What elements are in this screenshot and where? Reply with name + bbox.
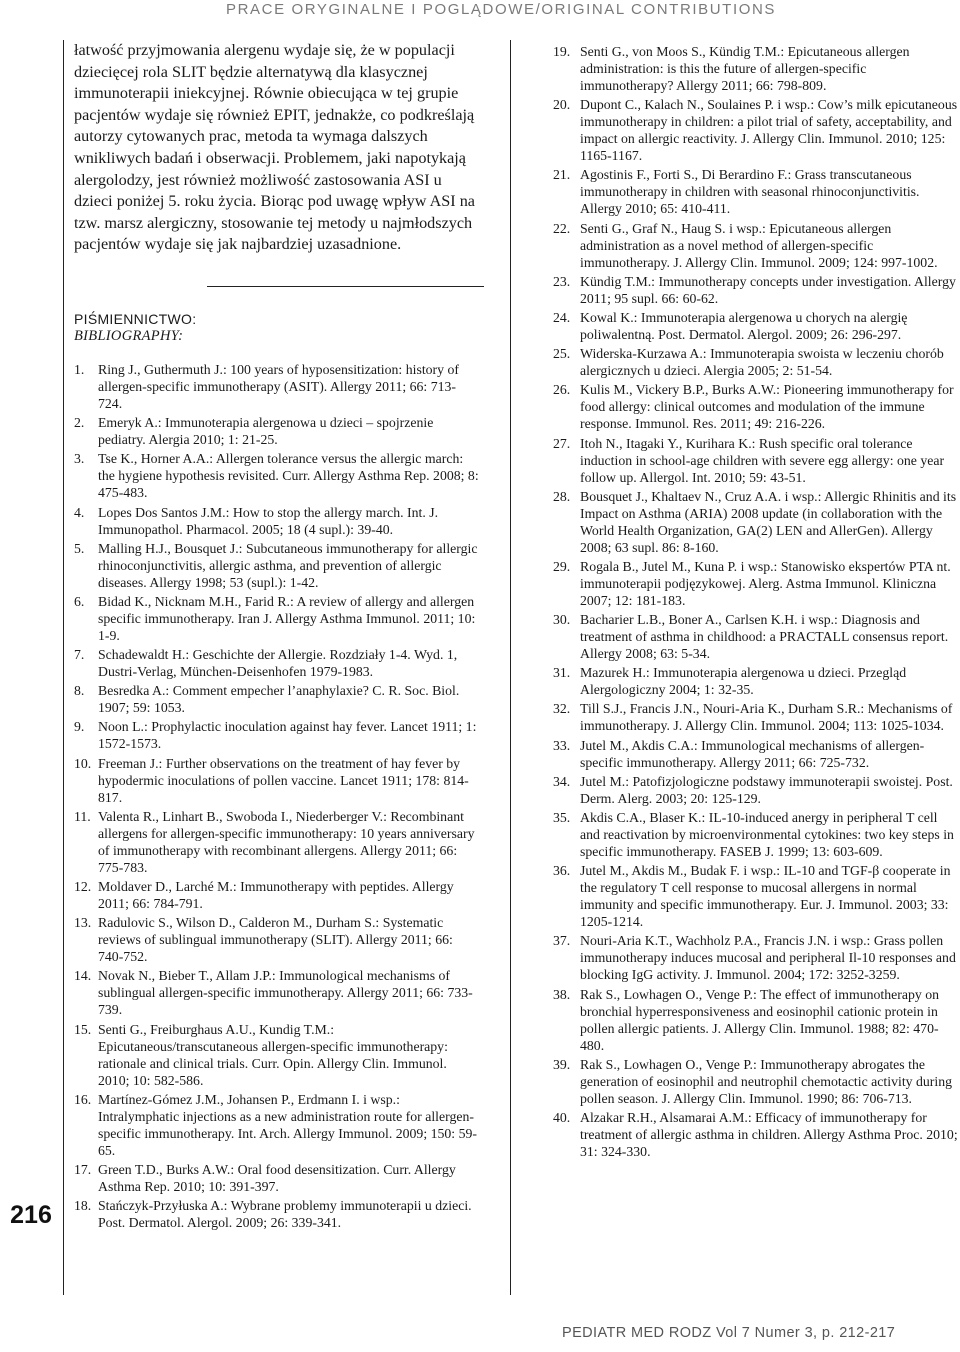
reference-text: Rak S., Lowhagen O., Venge P.: The effect of immunotherapy on bronchial hyperresponsiveness and eosinophil cationic protein in pollen allergic patients. J. Allergy Clin. Immunol. 1988; 82: 470-480.: [580, 986, 940, 1053]
reference-item: [553, 862, 959, 930]
reference-number: 36.: [553, 863, 571, 879]
reference-text: Bidad K., Nicknam M.H., Farid R.: A review of allergy and allergen specific immunotherapy. Iran J. Allergy Asthma Immunol. 2011; 10: 1-9.: [98, 593, 476, 643]
bibliography-heading: [74, 311, 480, 345]
reference-number: 9.: [74, 719, 85, 735]
reference-item: [74, 682, 480, 716]
intro-paragraph: łatwość przyjmowania alergenu wydaje się, że w populacji dziecięcej rola SLIT będzie alternatywą dla klasycznej immunoterapii iniekcyjnej. Równie obiecująca w tej grupie pacjentów wydaje się również EPIT, jednakże, co podkreślają autorzy cytowanych prac, metoda ta wymaga dalszych wnikliwych badań i obserwacji. Problemem, jaki napotykają alergolodzy, jest również możliwość zastosowania ASI u dzieci poniżej 5. roku życia. Biorąc pod uwagę wpływ ASI na tzw. marsz alergiczny, stosowanie tej metody u najmłodszych pacjentów wydaje się jak najbardziej uzasadnione.: [74, 41, 475, 254]
reference-item: [553, 1056, 959, 1107]
reference-item: [553, 809, 959, 860]
section-divider: [207, 286, 484, 287]
reference-item: [553, 986, 959, 1054]
page-number-box: [2, 1190, 60, 1240]
reference-text: Novak N., Bieber T., Allam J.P.: Immunological mechanisms of sublingual allergen-specific immunotherapy. Allergy 2011; 66: 733-739.: [98, 968, 473, 1018]
reference-item: [74, 808, 480, 876]
bibliography-heading-en: BIBLIOGRAPHY:: [74, 327, 184, 344]
reference-item: [74, 361, 480, 412]
reference-text: Emeryk A.: Immunoterapia alergenowa u dzieci – spojrzenie pediatry. Alergia 2010; 1: 21-25.: [98, 415, 434, 448]
reference-text: Itoh N., Itagaki Y., Kurihara K.: Rush specific oral tolerance induction in school-age children with severe egg allergy: one year follow up. Allergol. Int. 2010; 59: 43-51.: [580, 435, 945, 485]
reference-item: [74, 593, 480, 644]
journal-footer: PEDIATR MED RODZ Vol 7 Numer 3, p. 212-217: [562, 1325, 896, 1341]
reference-item: [553, 309, 959, 343]
reference-text: Kowal K.: Immunoterapia alergenowa u chorych na alergię poliwalentną. Post. Dermatol. Alergol. 2009; 26: 296-297.: [580, 309, 908, 342]
reference-text: Senti G., Freiburghaus A.U., Kundig T.M.: Epicutaneous/transcutaneous allergen-specific immunotherapy: rationale and clinical trials. Curr. Opin. Allergy Clin. Immunol. 2010; 10: 582-586.: [98, 1021, 448, 1088]
reference-item: [74, 914, 480, 965]
reference-item: [553, 737, 959, 771]
reference-number: 37.: [553, 933, 571, 949]
reference-number: 33.: [553, 737, 571, 753]
reference-text: Senti G., von Moos S., Kündig T.M.: Epicutaneous allergen administration: is this the future of allergen-specific immunotherapy? Allergy 2011; 66: 798-809.: [580, 44, 910, 93]
reference-number: 27.: [553, 435, 571, 451]
left-margin-rule: [63, 40, 64, 1295]
reference-text: Akdis C.A., Blaser K.: IL-10-induced anergy in peripheral T cell and reactivation by microenvironmental cytokines: two key steps in specific immunotherapy. FASEB J. 1999; 13: 603-609.: [580, 810, 954, 859]
reference-text: Alzakar R.H., Alsamarai A.M.: Efficacy of immunotherapy for treatment of allergic asthma in children. Allergy Asthma Proc. 2010; 31: 324-330.: [580, 1109, 958, 1159]
reference-number: 39.: [553, 1056, 571, 1072]
reference-number: 1.: [74, 361, 85, 377]
reference-item: [553, 166, 959, 217]
reference-number: 35.: [553, 810, 571, 825]
reference-number: 12.: [74, 879, 92, 894]
reference-item: [553, 664, 959, 698]
reference-number: 29.: [553, 558, 571, 574]
reference-text: Tse K., Horner A.A.: Allergen tolerance versus the allergic march: the hygiene hypothesis revisited. Curr. Allergy Asthma Rep. 2008; 8: 475-483.: [98, 451, 479, 501]
reference-text: Ring J., Guthermuth J.: 100 years of hyposensitization: history of allergen-specific immunotherapy (ASIT). Allergy 2011; 66: 713-724.: [98, 361, 459, 411]
reference-text: Widerska-Kurzawa A.: Immunoterapia swoista w leczeniu chorób alergicznych u dzieci. Alergia 2005; 2: 51-54.: [580, 346, 944, 379]
reference-item: [553, 700, 959, 734]
reference-item: [74, 414, 480, 448]
reference-number: 40.: [553, 1109, 571, 1125]
reference-item: [74, 755, 480, 806]
reference-text: Green T.D., Burks A.W.: Oral food desensitization. Curr. Allergy Asthma Rep. 2010; 10: 391-397.: [98, 1161, 456, 1194]
reference-text: Besredka A.: Comment empecher l’anaphylaxie? C. R. Soc. Biol. 1907; 59: 1053.: [98, 683, 460, 716]
reference-item: [553, 488, 959, 556]
right-column: [553, 43, 959, 1162]
reference-number: 11.: [74, 808, 91, 824]
reference-number: 26.: [553, 382, 571, 398]
left-column: [74, 40, 480, 1233]
reference-text: Stańczyk-Przyłuska A.: Wybrane problemy immunoterapii u dzieci. Post. Dermatol. Alergol. 2009; 26: 339-341.: [98, 1198, 472, 1231]
reference-text: Freeman J.: Further observations on the treatment of hay fever by hypodermic inoculations of pollen vaccine. Lancet 1911; 178: 814-817.: [98, 755, 469, 805]
reference-text: Nouri-Aria K.T., Wachholz P.A., Francis J.N. i wsp.: Grass pollen immunotherapy induces mucosal and peripheral Il-10 responses and blocking IgG activity. J. Immunol. 2004; 172: 3252-3259.: [580, 933, 956, 983]
reference-number: 8.: [74, 683, 85, 699]
reference-list-left: [74, 361, 480, 1231]
reference-list-right: [553, 43, 959, 1160]
reference-number: 6.: [74, 593, 85, 609]
reference-item: [74, 878, 480, 912]
reference-number: 23.: [553, 273, 571, 289]
reference-number: 20.: [553, 97, 571, 113]
reference-item: [74, 646, 480, 680]
reference-number: 15.: [74, 1021, 92, 1037]
reference-number: 5.: [74, 540, 85, 556]
reference-text: Moldaver D., Larché M.: Immunotherapy with peptides. Allergy 2011; 66: 784-791.: [98, 879, 454, 911]
reference-number: 10.: [74, 755, 92, 771]
reference-item: [74, 540, 480, 591]
reference-text: Valenta R., Linhart B., Swoboda I., Niederberger V.: Recombinant allergens for allergen-specific immunotherapy: 10 years anniversary of immunotherapy with recombinant allergens. Allergy 2011; 66: 775-783.: [98, 808, 475, 875]
reference-number: 14.: [74, 968, 92, 984]
reference-text: Agostinis F., Forti S., Di Berardino F.: Grass transcutaneous immunotherapy in children with seasonal rhinoconjunctivitis. Allergy 2010; 65: 410-411.: [580, 167, 920, 217]
reference-text: Bousquet J., Khaltaev N., Cruz A.A. i wsp.: Allergic Rhinitis and its Impact on Asthma (ARIA) 2008 update (in collaboration with the World Health Organization, GA(2) LEN and AllerGen). Allergy 2008; 63 supl. 86: 8-160.: [580, 488, 957, 555]
reference-item: [74, 1091, 480, 1159]
reference-item: [553, 345, 959, 379]
reference-number: 18.: [74, 1198, 92, 1214]
reference-number: 28.: [553, 488, 571, 504]
reference-text: Bacharier L.B., Boner A., Carlsen K.H. i wsp.: Diagnosis and treatment of asthma in childhood: a PRACTALL consensus report. Allergy 2008; 63: 5-34.: [580, 612, 949, 662]
reference-number: 3.: [74, 451, 85, 467]
reference-text: Mazurek H.: Immunoterapia alergenowa u dzieci. Przegląd Alergologiczny 2004; 1: 32-35.: [580, 665, 907, 698]
reference-number: 2.: [74, 415, 85, 431]
reference-number: 22.: [553, 220, 571, 236]
reference-number: 19.: [553, 44, 571, 59]
reference-text: Lopes Dos Santos J.M.: How to stop the allergy march. Int. J. Immunopathol. Pharmacol. 2005; 18 (4 supl.): 39-40.: [98, 504, 439, 537]
reference-text: Jutel M., Akdis M., Budak F. i wsp.: IL-10 and TGF-β cooperate in the regulatory T cell response to mucosal allergens in normal immunity and specific immunotherapy. Eur. J. Immunol. 2003; 33: 1205-1214.: [580, 863, 951, 930]
reference-text: Noon L.: Prophylactic inoculation against hay fever. Lancet 1911; 1: 1572-1573.: [98, 719, 477, 752]
reference-item: [74, 1197, 480, 1231]
reference-number: 31.: [553, 665, 571, 681]
reference-item: [74, 967, 480, 1018]
reference-text: Senti G., Graf N., Haug S. i wsp.: Epicutaneous allergen administration as a novel method of allergen-specific immunotherapy. J. Allergy Clin. Immunol. 2009; 124: 997-1002.: [580, 220, 938, 270]
reference-item: [74, 718, 480, 752]
reference-item: [553, 43, 959, 94]
reference-item: [553, 611, 959, 662]
running-header: PRACE ORYGINALNE I POGLĄDOWE/ORIGINAL CONTRIBUTIONS: [226, 1, 777, 18]
page-number: 216: [10, 1200, 52, 1229]
reference-number: 38.: [553, 986, 571, 1002]
reference-number: 13.: [74, 915, 92, 931]
reference-number: 30.: [553, 612, 571, 628]
reference-text: Martínez-Gómez J.M., Johansen P., Erdmann I. i wsp.: Intralymphatic injections as a new administration route for allergen-specific immunotherapy. Int. Arch. Allergy Immunol. 2009; 150: 59-65.: [98, 1091, 477, 1158]
reference-number: 25.: [553, 346, 571, 362]
reference-text: Jutel M.: Patofizjologiczne podstawy immunoterapii swoistej. Post. Derm. Alerg. 2003; 20: 125-129.: [580, 773, 953, 806]
reference-item: [553, 773, 959, 807]
reference-number: 16.: [74, 1091, 92, 1107]
reference-item: [553, 1109, 959, 1160]
reference-text: Rak S., Lowhagen O., Venge P.: Immunotherapy abrogates the generation of eosinophil and neutrophil chemotactic activity during pollen season. J. Allergy Clin. Immunol. 1990; 86: 706-713.: [580, 1056, 953, 1106]
reference-item: [553, 932, 959, 983]
reference-item: [553, 435, 959, 486]
column-divider-rule: [510, 40, 511, 1295]
reference-item: [553, 381, 959, 432]
bibliography-heading-pl: PIŚMIENNICTWO:: [74, 310, 197, 327]
reference-text: Rogala B., Jutel M., Kuna P. i wsp.: Stanowisko ekspertów PTA nt. immunoterapii podjęzykowej. Alerg. Astma Immunol. Kliniczna 2007; 12: 181-183.: [580, 558, 951, 608]
reference-text: Till S.J., Francis J.N., Nouri-Aria K., Durham S.R.: Mechanisms of immunotherapy. J. Allergy Clin. Immunol. 2004; 113: 1025-1034.: [580, 701, 953, 734]
reference-item: [74, 504, 480, 538]
reference-item: [74, 1161, 480, 1195]
reference-number: 34.: [553, 773, 571, 789]
reference-text: Malling H.J., Bousquet J.: Subcutaneous immunotherapy for allergic rhinoconjunctivitis, allergic asthma, and prevention of allergic diseases. Allergy 1998; 53 (supl.): 1-42.: [98, 540, 478, 590]
reference-text: Kündig T.M.: Immunotherapy concepts under investigation. Allergy 2011; 95 supl. 66: 60-62.: [580, 273, 956, 306]
reference-text: Schadewaldt H.: Geschichte der Allergie. Rozdziały 1-4. Wyd. 1, Dustri-Verlag, München-Deisenhofen 1979-1983.: [98, 647, 458, 680]
reference-number: 21.: [553, 167, 571, 183]
reference-number: 24.: [553, 309, 571, 325]
reference-number: 32.: [553, 701, 571, 717]
reference-item: [553, 273, 959, 307]
reference-item: [74, 1021, 480, 1089]
reference-text: Dupont C., Kalach N., Soulaines P. i wsp.: Cow’s milk epicutaneous immunotherapy in children: a pilot trial of safety, acceptability, and impact on allergic reactivity. J. Allergy Clin. Immunol. 2010; 125: 1165-1167.: [580, 97, 958, 164]
reference-text: Kulis M., Vickery B.P., Burks A.W.: Pioneering immunotherapy for food allergy: clinical outcomes and modulation of the immune response. Immunol. Res. 2011; 49: 216-226.: [580, 382, 954, 432]
reference-text: Radulovic S., Wilson D., Calderon M., Durham S.: Systematic reviews of sublingual immunotherapy (SLIT). Allergy 2011; 66: 740-752.: [98, 915, 453, 965]
reference-item: [74, 450, 480, 501]
reference-item: [553, 96, 959, 164]
reference-number: 4.: [74, 504, 85, 520]
reference-item: [553, 558, 959, 609]
reference-item: [553, 220, 959, 271]
reference-text: Jutel M., Akdis C.A.: Immunological mechanisms of allergen-specific immunotherapy. Allergy 2011; 66: 725-732.: [580, 737, 925, 770]
reference-number: 17.: [74, 1161, 92, 1177]
reference-number: 7.: [74, 647, 85, 663]
